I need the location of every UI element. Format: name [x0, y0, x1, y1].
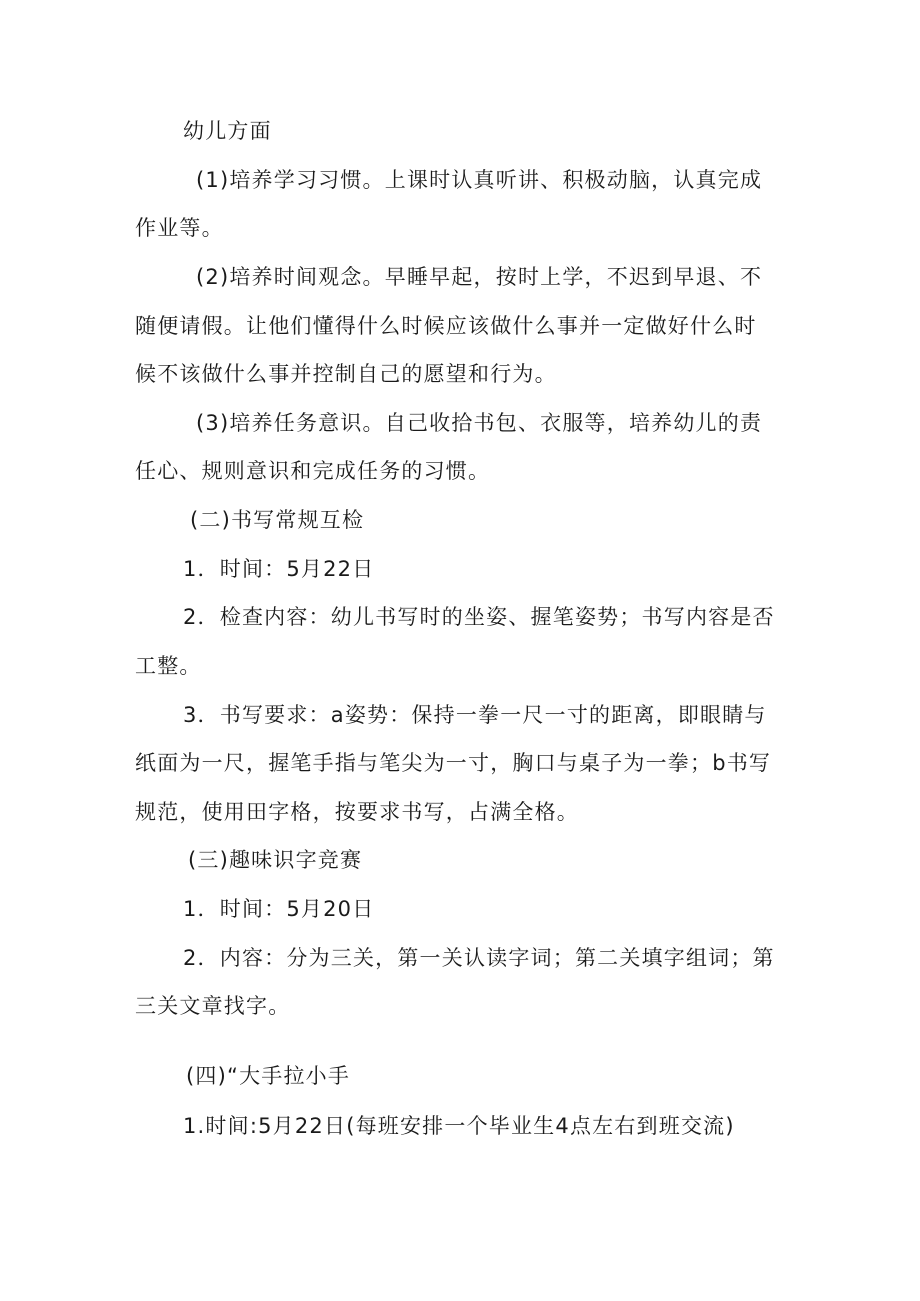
list-item: 1．时间：5月22日 [183, 557, 375, 581]
paragraph-line: 规范，使用田字格，按要求书写，占满全格。 [135, 800, 579, 824]
paragraph-line: 纸面为一尺，握笔手指与笔尖为一寸，胸口与桌子为一拳；b书写 [135, 751, 772, 775]
paragraph-line: 随便请假。让他们懂得什么时候应该做什么事并一定做好什么时 [135, 314, 757, 338]
list-item: 2．检查内容：幼儿书写时的坐姿、握笔姿势；书写内容是否 [183, 605, 775, 629]
list-item: 2．内容：分为三关，第一关认读字词；第二关填字组词；第 [183, 946, 775, 970]
section-heading-big-hand-small-hand: (四)“大手拉小手 [186, 1064, 351, 1088]
paragraph-line: (2)培养时间观念。早睡早起，按时上学，不迟到早退、不 [196, 265, 763, 289]
list-item: 3．书写要求：a姿势：保持一拳一尺一寸的距离，即眼睛与 [183, 703, 767, 727]
paragraph-line: 工整。 [135, 654, 202, 678]
paragraph-line: 任心、规则意识和完成任务的习惯。 [135, 459, 491, 483]
paragraph-line: (1)培养学习习惯。上课时认真听讲、积极动脑，认真完成 [196, 168, 763, 192]
section-heading-children: 幼儿方面 [183, 119, 272, 143]
paragraph-line: 三关文章找字。 [135, 994, 291, 1018]
list-item: 1．时间：5月20日 [183, 897, 375, 921]
section-heading-literacy-contest: (三)趣味识字竞赛 [188, 848, 363, 872]
list-item: 1.时间:5月22日(每班安排一个毕业生4点左右到班交流) [183, 1114, 735, 1138]
paragraph-line: (3)培养任务意识。自己收拾书包、衣服等，培养幼儿的责 [196, 411, 763, 435]
section-heading-writing-check: (二)书写常规互检 [190, 508, 365, 532]
paragraph-line: 候不该做什么事并控制自己的愿望和行为。 [135, 362, 557, 386]
paragraph-line: 作业等。 [135, 216, 224, 240]
